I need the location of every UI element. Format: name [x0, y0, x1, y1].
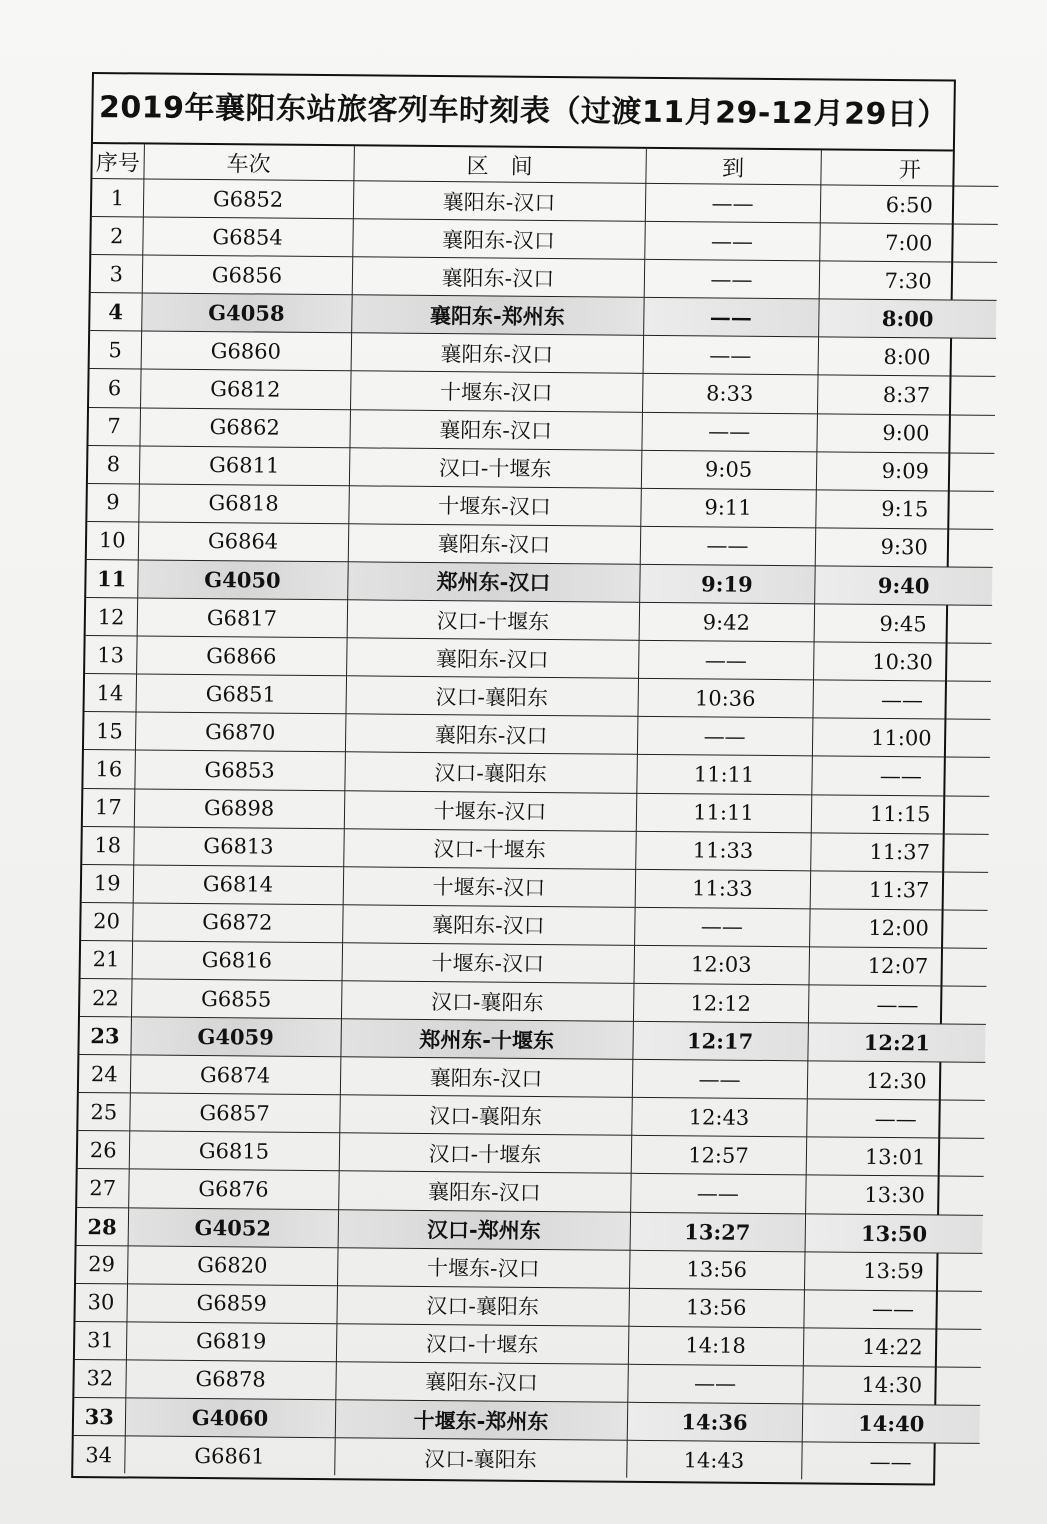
route: 襄阳东-汉口 — [342, 905, 635, 946]
row-number: 30 — [75, 1283, 127, 1322]
departure-time: 12:30 — [807, 1061, 986, 1101]
route: 汉口-襄阳东 — [341, 981, 634, 1022]
arrival-time: —— — [645, 183, 821, 223]
route: 汉口-十堰东 — [343, 828, 636, 869]
route: 汉口-十堰东 — [347, 600, 640, 641]
route: 郑州东-汉口 — [347, 562, 640, 603]
row-number: 17 — [83, 788, 135, 827]
train-number: G6857 — [129, 1093, 340, 1133]
departure-time: —— — [812, 680, 991, 720]
header-arrive: 到 — [645, 149, 820, 185]
route: 汉口-郑州东 — [338, 1209, 631, 1250]
arrival-time: —— — [632, 1059, 808, 1099]
departure-time: —— — [808, 985, 987, 1025]
arrival-time: —— — [630, 1174, 806, 1214]
row-number: 25 — [78, 1093, 130, 1132]
train-number: G4052 — [128, 1207, 339, 1247]
route: 襄阳东-汉口 — [338, 1171, 631, 1212]
train-number: G6872 — [132, 903, 343, 943]
route: 襄阳东-汉口 — [340, 1057, 633, 1098]
train-number: G6816 — [132, 941, 343, 981]
train-number: G6878 — [125, 1360, 336, 1400]
arrival-time: 9:19 — [639, 564, 815, 604]
row-number: 34 — [73, 1436, 125, 1474]
timetable-title: 2019年襄阳东站旅客列车时刻表（过渡11月29-12月29日） — [93, 74, 954, 152]
train-number: G4050 — [137, 560, 348, 600]
row-number: 23 — [79, 1017, 131, 1056]
train-number: G6854 — [142, 217, 353, 257]
route: 襄阳东-汉口 — [346, 638, 639, 679]
departure-time: 6:50 — [820, 185, 999, 225]
train-number: G6898 — [134, 788, 345, 828]
arrival-time: —— — [644, 221, 820, 261]
row-number: 31 — [75, 1321, 127, 1360]
arrival-time: 11:33 — [635, 869, 811, 909]
departure-time: 12:00 — [809, 909, 988, 949]
route: 襄阳东-汉口 — [352, 219, 645, 260]
departure-time: 7:00 — [819, 223, 998, 263]
row-number: 13 — [85, 636, 137, 675]
departure-time: 9:00 — [816, 413, 995, 453]
row-number: 16 — [83, 750, 135, 789]
route: 襄阳东-汉口 — [345, 714, 638, 755]
row-number: 24 — [79, 1055, 131, 1094]
departure-time: 9:45 — [814, 604, 993, 644]
route: 襄阳东-汉口 — [348, 524, 641, 565]
departure-time: 12:21 — [807, 1023, 986, 1063]
row-number: 5 — [90, 331, 142, 370]
train-number: G6815 — [129, 1131, 340, 1171]
arrival-time: 12:17 — [632, 1021, 808, 1061]
train-number: G6813 — [133, 827, 344, 867]
train-number: G6851 — [136, 674, 347, 714]
header-train: 车次 — [143, 144, 353, 180]
arrival-time: 12:03 — [634, 945, 810, 985]
arrival-time: 14:36 — [627, 1402, 803, 1442]
departure-time: —— — [806, 1099, 985, 1139]
departure-time: 11:37 — [810, 832, 989, 872]
train-number: G6818 — [138, 484, 349, 524]
row-number: 27 — [77, 1169, 129, 1208]
row-number: 32 — [74, 1359, 126, 1398]
train-number: G6864 — [138, 522, 349, 562]
row-number: 20 — [81, 902, 133, 941]
arrival-time: 8:33 — [642, 374, 818, 414]
arrival-time: 9:05 — [641, 450, 817, 490]
route: 十堰东-汉口 — [342, 943, 635, 984]
route: 汉口-十堰东 — [336, 1324, 629, 1365]
route: 十堰东-汉口 — [350, 371, 643, 412]
arrival-time: —— — [637, 717, 813, 757]
arrival-time: 11:11 — [636, 755, 812, 795]
departure-time: 14:22 — [803, 1328, 982, 1368]
departure-time: 9:15 — [815, 490, 994, 530]
row-number: 9 — [87, 483, 139, 522]
arrival-time: —— — [644, 260, 820, 300]
row-number: 26 — [78, 1131, 130, 1170]
departure-time: 9:09 — [816, 452, 995, 492]
departure-time: —— — [803, 1290, 982, 1330]
arrival-time: —— — [643, 298, 819, 338]
row-number: 1 — [92, 179, 144, 218]
departure-time: 12:07 — [808, 947, 987, 987]
train-number: G6856 — [142, 255, 353, 295]
route: 十堰东-汉口 — [344, 790, 637, 831]
train-number: G6812 — [140, 369, 351, 409]
route: 汉口-十堰东 — [339, 1133, 632, 1174]
route: 襄阳东-汉口 — [349, 409, 642, 450]
departure-time: 8:00 — [818, 337, 997, 377]
train-number: G6855 — [131, 979, 342, 1019]
route: 襄阳东-汉口 — [351, 333, 644, 374]
train-number: G6866 — [136, 636, 347, 676]
arrival-time: 14:43 — [626, 1440, 802, 1479]
arrival-time: —— — [641, 412, 817, 452]
departure-time: 9:40 — [814, 566, 993, 606]
arrival-time: 10:36 — [637, 679, 813, 719]
route: 襄阳东-汉口 — [352, 257, 645, 298]
row-number: 2 — [91, 217, 143, 256]
row-number: 3 — [91, 255, 143, 294]
arrival-time: —— — [638, 640, 814, 680]
row-number: 12 — [86, 598, 138, 637]
route: 汉口-襄阳东 — [334, 1438, 627, 1478]
arrival-time: —— — [627, 1364, 803, 1404]
train-number: G6853 — [134, 750, 345, 790]
row-number: 4 — [90, 293, 142, 332]
train-number: G6862 — [139, 408, 350, 448]
route: 汉口-十堰东 — [349, 447, 642, 488]
departure-time: 13:50 — [805, 1213, 984, 1253]
route: 襄阳东-汉口 — [353, 181, 646, 222]
arrival-time: 9:42 — [639, 602, 815, 642]
row-number: 6 — [89, 369, 141, 408]
train-number: G6870 — [135, 712, 346, 752]
train-number: G6876 — [128, 1169, 339, 1209]
row-number: 29 — [76, 1245, 128, 1284]
departure-time: 13:01 — [806, 1137, 985, 1177]
departure-time: 11:37 — [810, 871, 989, 911]
table-row — [73, 1436, 979, 1481]
row-number: 8 — [88, 445, 140, 484]
row-number: 11 — [86, 559, 138, 598]
arrival-time: 12:57 — [631, 1136, 807, 1176]
departure-time: 7:30 — [819, 261, 998, 301]
departure-time: —— — [811, 756, 990, 796]
departure-time: 14:40 — [802, 1404, 981, 1444]
row-number: 28 — [77, 1207, 129, 1246]
train-number: G6852 — [143, 179, 354, 219]
header-depart: 开 — [820, 150, 998, 186]
route: 十堰东-汉口 — [337, 1247, 630, 1288]
header-no: 序号 — [92, 144, 144, 179]
train-number: G6817 — [137, 598, 348, 638]
route: 十堰东-汉口 — [348, 486, 641, 527]
arrival-time: 14:18 — [628, 1326, 804, 1366]
departure-time: 8:37 — [817, 375, 996, 415]
arrival-time: 13:56 — [628, 1288, 804, 1328]
train-number: G6874 — [130, 1055, 341, 1095]
route: 汉口-襄阳东 — [339, 1095, 632, 1136]
train-number: G4060 — [125, 1398, 336, 1438]
row-number: 33 — [74, 1397, 126, 1436]
route: 汉口-襄阳东 — [336, 1285, 629, 1326]
route: 汉口-襄阳东 — [345, 676, 638, 717]
arrival-time: 11:33 — [635, 831, 811, 871]
arrival-time: 12:12 — [633, 983, 809, 1023]
train-number: G4058 — [141, 293, 352, 333]
route: 十堰东-郑州东 — [335, 1400, 628, 1441]
route: 十堰东-汉口 — [343, 866, 636, 907]
row-number: 15 — [84, 712, 136, 751]
train-number: G4059 — [130, 1017, 341, 1057]
row-number: 10 — [87, 521, 139, 560]
arrival-time: 9:11 — [640, 488, 816, 528]
departure-time: 11:00 — [812, 718, 991, 758]
arrival-time: 13:56 — [629, 1250, 805, 1290]
train-number: G6819 — [126, 1322, 337, 1362]
departure-time: 11:15 — [811, 794, 990, 834]
departure-time: 14:30 — [802, 1366, 981, 1406]
train-number: G6814 — [133, 865, 344, 905]
departure-time: 10:30 — [813, 642, 992, 682]
departure-time: 9:30 — [815, 528, 994, 568]
timetable — [71, 72, 956, 1485]
departure-time: 13:59 — [804, 1251, 983, 1291]
row-number: 22 — [80, 978, 132, 1017]
timetable-grid — [73, 144, 999, 1481]
train-number: G6861 — [124, 1436, 335, 1475]
departure-time: —— — [801, 1442, 980, 1481]
train-number: G6859 — [126, 1284, 337, 1324]
row-number: 21 — [81, 940, 133, 979]
arrival-time: —— — [634, 907, 810, 947]
route: 襄阳东-郑州东 — [351, 295, 644, 336]
arrival-time: 11:11 — [636, 793, 812, 833]
departure-time: 8:00 — [818, 299, 997, 339]
route: 郑州东-十堰东 — [340, 1019, 633, 1060]
train-number: G6820 — [127, 1246, 338, 1286]
departure-time: 13:30 — [805, 1175, 984, 1215]
arrival-time: —— — [643, 336, 819, 376]
header-route: 区 间 — [353, 146, 645, 183]
arrival-time: 13:27 — [630, 1212, 806, 1252]
row-number: 19 — [82, 864, 134, 903]
train-number: G6811 — [139, 446, 350, 486]
train-number: G6860 — [141, 331, 352, 371]
route: 襄阳东-汉口 — [335, 1362, 628, 1403]
arrival-time: 12:43 — [631, 1098, 807, 1138]
arrival-time: —— — [640, 526, 816, 566]
row-number: 7 — [88, 407, 140, 446]
row-number: 14 — [85, 674, 137, 713]
route: 汉口-襄阳东 — [344, 752, 637, 793]
row-number: 18 — [82, 826, 134, 865]
